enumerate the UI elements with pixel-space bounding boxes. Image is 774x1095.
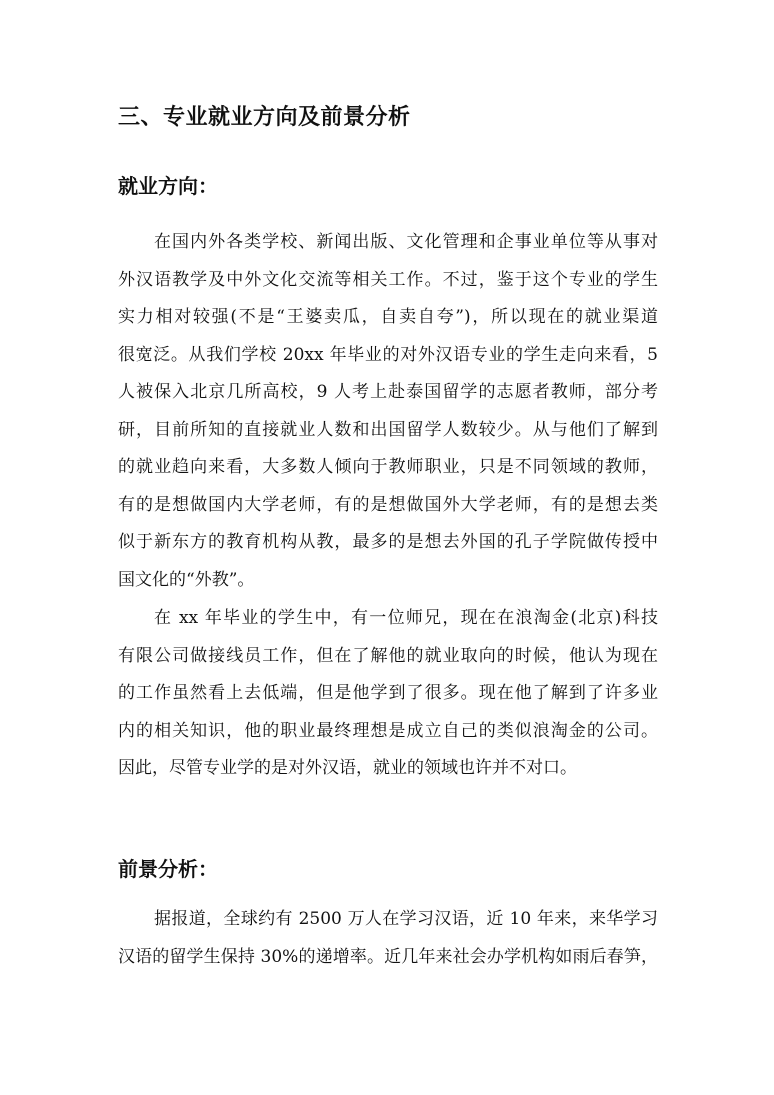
section-title: 三、专业就业方向及前景分析 — [118, 104, 411, 130]
text-line: 有限公司做接线员工作，但在了解他的就业取向的时候，他认为现在 — [118, 645, 658, 666]
text-line: 因此，尽管专业学的是对外汉语，就业的领域也许并不对口。 — [118, 758, 577, 778]
paragraph-alumni-example — [118, 600, 658, 788]
text-line: 研，目前所知的直接就业人数和出国留学人数较少。从与他们了解到 — [118, 419, 658, 440]
subheading-outlook-analysis: 前景分析： — [118, 857, 218, 881]
text-line: 国文化的“外教”。 — [118, 569, 255, 590]
text-line: 外汉语教学及中外文化交流等相关工作。不过，鉴于这个专业的学生 — [118, 269, 658, 290]
text-line: 的工作虽然看上去低端，但是他学到了很多。现在他了解到了许多业 — [118, 683, 658, 703]
text-line: 很宽泛。从我们学校 20xx 年毕业的对外汉语专业的学生走向来看，5 — [118, 344, 658, 365]
text-line: 实力相对较强(不是“王婆卖瓜，自卖自夸”)，所以现在的就业渠道 — [118, 307, 658, 327]
subheading-employment-direction: 就业方向： — [118, 174, 218, 198]
text-line: 汉语的留学生保持 30%的递增率。近几年来社会办学机构如雨后春笋， — [118, 946, 658, 967]
text-line: 的就业趋向来看，大多数人倾向于教师职业，只是不同领域的教师， — [118, 457, 658, 477]
paragraph-outlook — [118, 901, 658, 976]
text-line: 据报道，全球约有 2500 万人在学习汉语，近 10 年来，来华学习 — [154, 909, 658, 929]
text-line: 似于新东方的教育机构从教，最多的是想去外国的孔子学院做传授中 — [118, 532, 658, 552]
text-line: 内的相关知识，他的职业最终理想是成立自己的类似浪淘金的公司。 — [118, 720, 658, 741]
text-line: 有的是想做国内大学老师，有的是想做国外大学老师，有的是想去类 — [118, 494, 658, 515]
text-line: 在国内外各类学校、新闻出版、文化管理和企事业单位等从事对 — [154, 232, 658, 252]
text-line: 在 xx 年毕业的学生中，有一位师兄，现在在浪淘金(北京)科技 — [154, 608, 658, 628]
paragraph-employment-direction — [118, 224, 658, 599]
text-line: 人被保入北京几所高校，9 人考上赴泰国留学的志愿者教师，部分考 — [118, 382, 658, 402]
